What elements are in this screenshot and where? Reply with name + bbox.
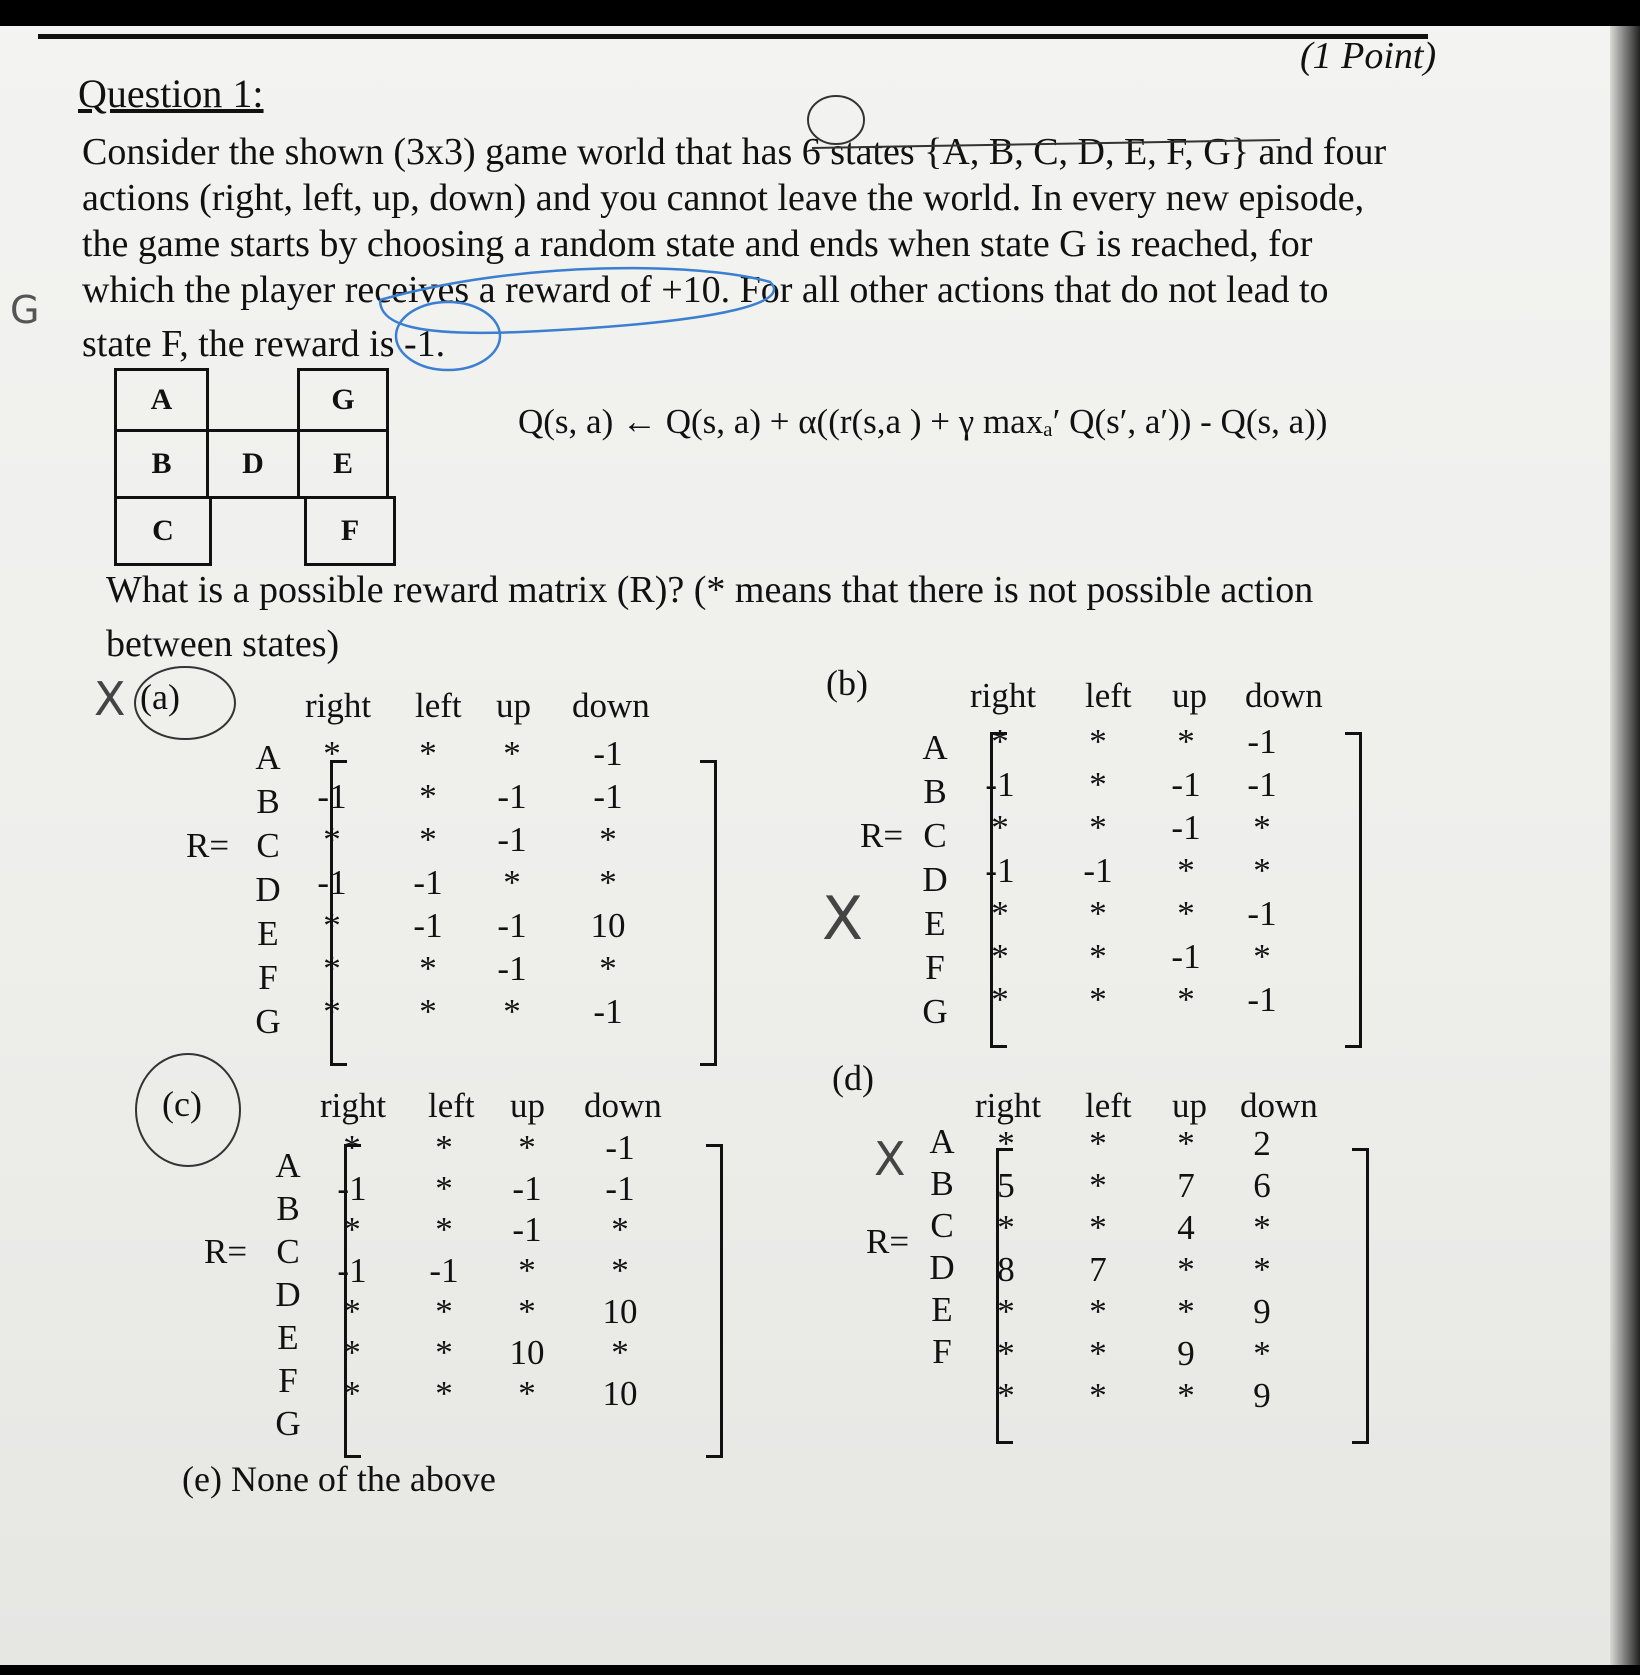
matrix-c-cell: * [518,1374,536,1413]
option-a-cross-mark: X [94,672,126,726]
matrix-b-cell: * [1089,980,1107,1019]
matrix-b-cell: -1 [985,765,1015,804]
intro-line-1: Consider the shown (3x3) game world that has 6 states {A, B, C, D, E, F, G} and four [82,131,1387,173]
option-e-label[interactable]: (e) None of the above [182,1459,496,1499]
matrix-a-cell: * [419,949,437,988]
matrix-b-cell: * [1177,980,1195,1019]
matrix-d-row-label: C [930,1206,954,1245]
matrix-d-cell: * [997,1124,1015,1163]
matrix-c-cell: * [435,1333,453,1372]
matrix-a-cell: * [599,820,617,859]
matrix-d-cell: * [1177,1124,1195,1163]
matrix-c-col-header: left [428,1086,475,1125]
matrix-c-row-label: F [278,1361,298,1400]
grid-cell-c: C [114,496,212,566]
matrix-c-col-header: down [584,1086,662,1125]
matrix-c-cell: -1 [429,1251,459,1290]
points-label: (1 Point) [1300,35,1437,77]
matrix-a-col-header: left [415,686,462,725]
matrix-c-cell: * [611,1251,629,1290]
matrix-c-cell: * [435,1292,453,1331]
matrix-d-cell: 9 [1253,1376,1271,1415]
matrix-b-cell: * [991,937,1009,976]
matrix-c-row-label: B [276,1189,300,1228]
matrix-a-row-label: F [258,958,278,997]
matrix-a-r-label: R= [186,826,230,865]
matrix-a-row-label: B [256,782,280,821]
matrix-b-row-label: D [922,860,948,899]
matrix-d-cell: 8 [997,1250,1015,1289]
matrix-a-cell: * [419,992,437,1031]
matrix-a-row-label: E [257,914,279,953]
matrix-a-cell: * [503,992,521,1031]
matrix-c-row-label: C [276,1232,300,1271]
matrix-c-cell: * [435,1169,453,1208]
matrix-d-cell: * [1253,1250,1271,1289]
matrix-b-cell: * [1177,851,1195,890]
matrix-a-cell: * [323,734,341,773]
matrix-a-col-header: up [496,686,531,725]
grid-cell-f: F [304,496,396,566]
matrix-b-row-label: B [923,772,947,811]
matrix-d-cell: 7 [1089,1250,1107,1289]
matrix-b-r-label: R= [860,816,904,855]
matrix-d-row-label: B [930,1164,954,1203]
matrix-b-cell: -1 [1247,894,1277,933]
question-title: Question 1: [78,71,264,116]
circle-option-c [136,1054,240,1166]
margin-note: G [10,288,40,332]
matrix-d-cell: * [1089,1376,1107,1415]
grid-cell-b: B [114,429,209,499]
matrix-a-cell: * [323,992,341,1031]
matrix-b-cell: * [1089,894,1107,933]
matrix-a-cell: * [503,863,521,902]
matrix-c-cell: * [343,1333,361,1372]
matrix-b-col-header: left [1085,676,1132,715]
matrix-d-cell: * [1253,1334,1271,1373]
question-line-2: between states) [106,623,340,665]
matrix-d-r-label: R= [866,1222,910,1261]
matrix-b-cell: * [1089,765,1107,804]
matrix-d-cell: * [1089,1208,1107,1247]
matrix-a-cell: -1 [497,949,527,988]
matrix-b-row-label: A [922,728,948,767]
intro-line-2: actions (right, left, up, down) and you cannot leave the world. In every new episode, [82,177,1365,219]
matrix-b-cell: * [991,722,1009,761]
matrix-c-cell: 10 [602,1374,638,1413]
option-d-cross-mark: X [874,1132,906,1186]
matrix-c-cell: -1 [512,1210,542,1249]
question-line-1: What is a possible reward matrix (R)? (* means that there is not possible action [106,569,1314,611]
matrix-a-row-label: D [255,870,281,909]
matrix-b-row-label: C [923,816,947,855]
matrix-a-cell: * [323,906,341,945]
intro-line-3: the game starts by choosing a random state and ends when state G is reached, for [82,223,1313,265]
matrix-d-col-header: left [1085,1086,1132,1125]
matrix-c-cell: * [518,1128,536,1167]
matrix-d-cell: * [997,1292,1015,1331]
matrix-b-cell: * [991,894,1009,933]
matrix-b-col-header: down [1245,676,1323,715]
matrix-c-cell: -1 [337,1251,367,1290]
matrix-c-cell: * [611,1333,629,1372]
matrix-b-col-header: right [970,676,1037,715]
grid-cell-e: E [297,429,389,499]
matrix-d-row-label: D [929,1248,955,1287]
grid-cell-a: A [114,368,209,432]
matrix-a-cell: * [419,734,437,773]
matrix-c-cell: * [343,1292,361,1331]
matrix-d-cell: * [1089,1334,1107,1373]
matrix-d-cell: * [997,1334,1015,1373]
matrix-a-cell: * [503,734,521,773]
matrix-b-cell: * [1089,808,1107,847]
matrix-a-cell: -1 [413,906,443,945]
matrix-d-row-label: E [931,1290,953,1329]
matrix-a-row-label: A [255,738,281,777]
option-b-label[interactable]: (b) [826,663,868,703]
matrix-b-cell: -1 [1247,765,1277,804]
matrix-b-cell: -1 [1083,851,1113,890]
matrix-b-cell: -1 [1247,980,1277,1019]
matrix-d-row-label: F [932,1332,952,1371]
matrix-a-cell: * [599,863,617,902]
matrix-a-cell: -1 [593,734,623,773]
matrix-c-cell: -1 [512,1169,542,1208]
matrix-a-cell: * [419,820,437,859]
matrix-d-cell: * [1177,1250,1195,1289]
circle-option-a [135,667,235,739]
matrix-c-cell: * [435,1374,453,1413]
intro-line-4: which the player receives a reward of +10. For all other actions that do not lead to [82,269,1329,311]
matrix-d-cell: * [1089,1166,1107,1205]
matrix-a-cell: -1 [497,906,527,945]
matrix-b-cell: -1 [1171,808,1201,847]
option-c-label[interactable]: (c) [162,1084,202,1124]
matrix-d-cell: * [997,1208,1015,1247]
matrix-d-col-header: up [1172,1086,1207,1125]
matrix-d-cell: 4 [1177,1208,1195,1247]
matrix-d-cell: * [1177,1376,1195,1415]
matrix-d-col-header: down [1240,1086,1318,1125]
matrix-b-cell: * [991,808,1009,847]
intro-line-5: state F, the reward is -1. [82,323,446,365]
matrix-b-row-label: F [925,948,945,987]
matrix-d-cell: * [1089,1292,1107,1331]
matrix-a-col-header: down [572,686,650,725]
matrix-a-cell: -1 [593,992,623,1031]
circle-reward-annotation [396,302,500,370]
matrix-b-cell: * [1089,937,1107,976]
matrix-c-cell: 10 [509,1333,545,1372]
matrix-c-cell: * [611,1210,629,1249]
matrix-d-cell: 2 [1253,1124,1271,1163]
matrix-c-col-header: up [510,1086,545,1125]
matrix-b-cell: -1 [1171,937,1201,976]
matrix-a-row-label: G [255,1002,281,1041]
underline-states [812,140,1280,148]
matrix-a-cell: -1 [317,863,347,902]
matrix-d-cell: 9 [1177,1334,1195,1373]
matrix-c-cell: * [343,1128,361,1167]
matrix-a-cell: -1 [317,777,347,816]
matrix-d-cell: 6 [1253,1166,1271,1205]
matrix-c-cell: 10 [602,1292,638,1331]
option-a-label[interactable]: (a) [140,677,180,717]
matrix-a-cell: -1 [497,820,527,859]
matrix-b-cell: -1 [985,851,1015,890]
matrix-d-cell: * [1177,1292,1195,1331]
matrix-a-cell: * [419,777,437,816]
matrix-c-cell: -1 [605,1128,635,1167]
matrix-a-cell: -1 [497,777,527,816]
matrix-b-cell: * [1177,722,1195,761]
matrix-b-cell: * [1089,722,1107,761]
matrix-b-cell: * [1253,851,1271,890]
matrix-a-row-label: C [256,826,280,865]
matrix-b-cell: * [991,980,1009,1019]
matrix-a-cell: * [599,949,617,988]
matrix-b-cell: -1 [1171,765,1201,804]
matrix-c-r-label: R= [204,1232,248,1271]
matrix-c-row-label: D [275,1275,301,1314]
matrix-c-cell: * [343,1374,361,1413]
matrix-d-cell: * [997,1376,1015,1415]
matrix-c-cell: * [343,1210,361,1249]
matrix-a-cell: -1 [413,863,443,902]
matrix-c-cell: * [435,1210,453,1249]
loop-annotation [380,268,774,333]
matrix-a-col-header: right [305,686,372,725]
matrix-d-row-label: A [929,1122,955,1161]
matrix-b-col-header: up [1172,676,1207,715]
grid-cell-d: D [206,429,300,499]
matrix-c-cell: * [518,1292,536,1331]
matrix-b-cell: * [1177,894,1195,933]
matrix-b-cell: * [1253,808,1271,847]
matrix-a-cell: * [323,949,341,988]
q-learning-formula: Q(s, a) ← Q(s, a) + α((r(s,a ) + γ maxₐ′ Q(s′, a′)) - Q(s, a)) [518,402,1328,441]
matrix-c-cell: -1 [605,1169,635,1208]
circle-has [808,96,864,144]
matrix-c-cell: * [518,1251,536,1290]
matrix-c-col-header: right [320,1086,387,1125]
matrix-b-row-label: G [922,992,948,1031]
matrix-d-cell: 7 [1177,1166,1195,1205]
matrix-a-cell: 10 [590,906,626,945]
option-d-label[interactable]: (d) [832,1058,874,1098]
matrix-c-row-label: E [277,1318,299,1357]
matrix-d-col-header: right [975,1086,1042,1125]
matrix-c-cell: -1 [337,1169,367,1208]
grid-cell-g: G [297,368,389,432]
matrix-d-cell: * [1253,1208,1271,1247]
matrix-d-cell: 9 [1253,1292,1271,1331]
matrix-d-cell: 5 [997,1166,1015,1205]
matrix-b-row-label: E [924,904,946,943]
matrix-b-cell: -1 [1247,722,1277,761]
matrix-c-row-label: A [275,1146,301,1185]
matrix-d-cell: * [1089,1124,1107,1163]
matrix-c-row-label: G [275,1404,301,1443]
matrix-c-cell: * [435,1128,453,1167]
matrix-a-cell: -1 [593,777,623,816]
matrix-b-cell: * [1253,937,1271,976]
option-b-cross-mark: X [822,884,864,954]
matrix-a-cell: * [323,820,341,859]
